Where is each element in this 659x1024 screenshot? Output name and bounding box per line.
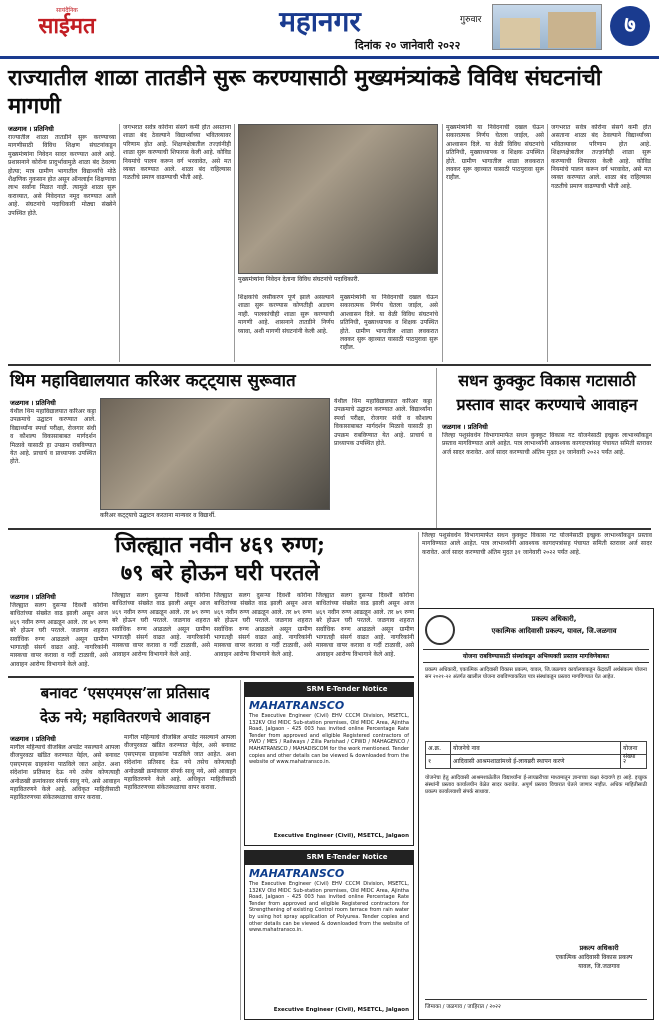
section-rule — [8, 364, 651, 366]
story4-column-4: जिल्ह्यात सलग दुसऱ्या दिवशी कोरोना बाधितांच्या संख्येत वाढ झाली असून आज ४६९ नवीन रुग्ण आढळून आले. तर ७९ रुग्ण बरे होऊन घरी परतले. जळगाव शहरात सर्वाधिक रुग्ण आढळले असून ग्रामीण भागातही संसर्ग वाढत आहे. नागरिकांनी मास्कचा वापर करावा व गर्दी टाळावी, असे आवाहन आरोग्य विभागाने केले आहे. — [316, 592, 414, 658]
logo-tagline: सायंदैनिक — [56, 7, 78, 14]
story5-column-1: मागील महिन्याचे वीजबिल अपडेट नसल्याने आपला वीजपुरवठा खंडित करण्यात येईल, असे बनावट एसएमएस ग्राहकांना पाठविले जात आहेत. अशा संदेशांना प्रतिसाद देऊ नये तसेच कोणत्याही अनोळखी क्रमांकावर संपर्क साधू नये, असे आवाहन महावितरणने केले आहे. अधिकृत माहितीसाठी महावितरणच्या संकेतस्थळाचा वापर करावा. — [10, 744, 120, 802]
notice-signature-org: एकात्मिक आदिवासी विकास प्रकल्प — [555, 954, 633, 961]
story1-column-3b: मुख्यमंत्र्यांनी या निवेदनाची दखल घेऊन सकारात्मक निर्णय घेतला जाईल, असे आश्वासन दिले. या वेळी विविध संघटनांचे प्रतिनिधी, मुख्याध्यापक व शिक्षक उपस्थित होते. ग्रामीण भागातील शाळा लवकरात लवकर सुरू व्हाव्यात यासाठी पाठपुरावा सुरू राहील. — [340, 294, 438, 352]
notice-signature-place: यावल, जि.जळगाव — [578, 963, 620, 970]
notice-org-line2: एकात्मिक आदिवासी प्रकल्प, यावल, जि.जळगाव — [491, 627, 617, 635]
page-number: ७ — [610, 6, 650, 46]
section-rule — [8, 676, 414, 678]
story5-column-2: मागील महिन्याचे वीजबिल अपडेट नसल्याने आपला वीजपुरवठा खंडित करण्यात येईल, असे बनावट एसएमएस ग्राहकांना पाठविले जात आहेत. अशा संदेशांना प्रतिसाद देऊ नये तसेच कोणत्याही अनोळखी क्रमांकावर संपर्क साधू नये, असे आवाहन महावितरणने केले आहे. अधिकृत माहितीसाठी महावितरणच्या संकेतस्थळाचा वापर करावा. — [124, 734, 236, 792]
story3-body: जिल्हा पशुसंवर्धन विभागामार्फत सधन कुक्कुट विकास गट योजनेसाठी इच्छुक लाभार्थ्यांकडून प्रस्ताव मागविण्यात आले आहेत. पात्र लाभार्थ्यांनी आवश्यक कागदपत्रांसह पंचायत समिती स्तरावर अर्ज सादर करावेत. अर्ज सादर करण्याची अंतिम मुदत ३१ जानेवारी २०२२ पर्यंत आहे. — [442, 432, 652, 456]
story2-photo-caption: करिअर कट्ट्याचे उद्घाटन करताना मान्यवर व विद्यार्थी. — [100, 512, 216, 519]
story4-column-1: जिल्ह्यात सलग दुसऱ्या दिवशी कोरोना बाधितांच्या संख्येत वाढ झाली असून आज ४६९ नवीन रुग्ण आढळून आले. तर ७९ रुग्ण बरे होऊन घरी परतले. जळगाव शहरात सर्वाधिक रुग्ण आढळले असून ग्रामीण भागातही संसर्ग वाढत आहे. नागरिकांनी मास्कचा वापर करावा व गर्दी टाळावी, असे आवाहन आरोग्य विभागाने केले आहे. — [10, 602, 108, 668]
table-cell: आदिवासी आश्रमशाळांमध्ये ई-लायब्ररी स्थापन करणे — [450, 755, 620, 768]
notice-footer: जिमाका / जळगाव / जाहिरात / २०२२ — [425, 999, 647, 1010]
column-divider — [436, 368, 437, 528]
story1-column-5: जगभरात सर्वत्र कोरोना संसर्ग कमी होत असताना शाळा बंद ठेवल्याने विद्यार्थ्यांच्या भवितव्यावर परिणाम होत आहे. शिक्षणक्षेत्रातील तज्ज्ञांनीही शाळा सुरू करण्याची शिफारस केली आहे. कोविड नियमांचे पालन करून वर्ग भरवावेत, असे मत व्यक्त करण्यात आले. शाळा बंद राहिल्यास गळतीचे प्रमाण वाढण्याची भीती आहे. — [551, 124, 651, 190]
table-header-cell: योजनेचे नाव — [450, 742, 620, 754]
column-divider — [119, 124, 120, 362]
newspaper-logo — [8, 6, 126, 50]
mahatransco-logo: MAHATRANSCO — [249, 867, 345, 880]
issue-day: गुरुवार — [460, 15, 482, 25]
table-cell: २ — [620, 755, 648, 768]
story1-photo — [238, 124, 438, 274]
story1-column-3: शिक्षकांचे लसीकरण पूर्ण झाले असल्याने शाळा सुरू करण्यास कोणतीही अडचण नाही. पालकांचीही शाळा सुरू करण्याची मागणी आहे. शासनाने तातडीने निर्णय घ्यावा, अशी मागणी संघटनांनी केली आहे. — [238, 294, 334, 335]
issue-date: दिनांक २० जानेवारी २०२२ — [355, 39, 461, 52]
tender-notice-2 — [244, 850, 414, 1020]
story4-column-2: जिल्ह्यात सलग दुसऱ्या दिवशी कोरोना बाधितांच्या संख्येत वाढ झाली असून आज ४६९ नवीन रुग्ण आढळून आले. तर ७९ रुग्ण बरे होऊन घरी परतले. जळगाव शहरात सर्वाधिक रुग्ण आढळले असून ग्रामीण भागातही संसर्ग वाढत आहे. नागरिकांनी मास्कचा वापर करावा व गर्दी टाळावी, असे आवाहन आरोग्य विभागाने केले आहे. — [112, 592, 210, 658]
table-header-cell: योजना संख्या — [620, 742, 648, 754]
building-shape — [548, 12, 596, 48]
story2-photo — [100, 398, 330, 510]
notice-subtitle: योजना राबविण्यासाठी संस्थांकडून अभिव्यक्ती प्रस्ताव मागविणेबाबत — [423, 649, 649, 663]
story1-headline: राज्यातील शाळा तातडीने सुरू करण्यासाठी मुख्यमंत्र्यांकडे विविध संघटनांची मागणी — [8, 65, 602, 119]
tender-title: SRM E-Tender Notice — [306, 685, 388, 693]
building-shape — [500, 18, 540, 48]
masthead — [0, 0, 659, 58]
column-divider — [234, 124, 235, 362]
notice-org-line1: प्रकल्प अधिकारी, — [531, 615, 577, 623]
story2-byline: जळगाव । प्रतिनिधी — [10, 399, 56, 407]
story1-byline: जळगाव । प्रतिनिधी — [8, 125, 54, 133]
tender-body: The Executive Engineer (Civil) EHV CCCM Division, MSETCL, 132KV Old MIDC Sub-station premises, Old MIDC Area, Ajintha Road, Jalgaon - 425 003 has invited online Percentage Rate Tender from approved and eligible Registered contractors for Strengthening of existing Control room terrace from rain water by using hot spray application of Polyurea. Tender copies and other details can be viewed & downloaded from the website of www.mahatransco.in. — [249, 881, 409, 934]
story1-column-2: जगभरात सर्वत्र कोरोना संसर्ग कमी होत असताना शाळा बंद ठेवल्याने विद्यार्थ्यांच्या भवितव्यावर परिणाम होत आहे. शिक्षणक्षेत्रातील तज्ज्ञांनीही शाळा सुरू करण्याची शिफारस केली आहे. कोविड नियमांचे पालन करून वर्ग भरवावेत, असे मत व्यक्त करण्यात आले. शाळा बंद राहिल्यास गळतीचे प्रमाण वाढण्याची भीती आहे. — [123, 124, 231, 182]
section-rule — [8, 528, 651, 530]
story4-headline-line1: जिल्ह्यात नवीन ४६९ रुग्ण; — [114, 532, 326, 558]
notice-table-row — [425, 755, 647, 769]
tender-signature: Executive Engineer (Civil), MSETCL, Jalgaon — [273, 833, 409, 839]
column-divider — [547, 124, 548, 362]
mahatransco-logo: MAHATRANSCO — [249, 699, 345, 712]
government-seal-icon — [425, 615, 455, 645]
story5-headline-line1: बनावट ‘एसएमएस’ला प्रतिसाद — [40, 684, 210, 702]
notice-body: प्रकल्प अधिकारी, एकात्मिक आदिवासी विकास प्रकल्प, यावल, जि.जळगाव कार्यालयाकडून केंद्रवर्ती अर्थसंकल्प योजना सन २०२१-२२ अंतर्गत खालील योजना राबविण्याकरिता पात्र संस्थांकडून प्रस्ताव मागविण्यात येत आहेत. — [425, 667, 647, 680]
story2-headline: थिम महाविद्यालयात करिअर कट्ट्यास सुरूवात — [10, 371, 296, 391]
story4-headline-line2: ७९ बरे होऊन घरी परतले — [120, 560, 320, 586]
tender-signature: Executive Engineer (Civil), MSETCL, Jalgaon — [273, 1007, 409, 1013]
story3-byline: जळगाव । प्रतिनिधी — [442, 423, 488, 431]
notice-table-header — [425, 741, 647, 760]
table-cell: १ — [428, 758, 432, 765]
masthead-divider — [0, 56, 659, 59]
table-header-cell: अ.क्र. — [428, 745, 442, 752]
story4-byline: जळगाव । प्रतिनिधी — [10, 593, 56, 601]
tender-title: SRM E-Tender Notice — [306, 853, 388, 861]
tender-notice-1 — [244, 682, 414, 846]
story4-column-3: जिल्ह्यात सलग दुसऱ्या दिवशी कोरोना बाधितांच्या संख्येत वाढ झाली असून आज ४६९ नवीन रुग्ण आढळून आले. तर ७९ रुग्ण बरे होऊन घरी परतले. जळगाव शहरात सर्वाधिक रुग्ण आढळले असून ग्रामीण भागातही संसर्ग वाढत आहे. नागरिकांनी मास्कचा वापर करावा व गर्दी टाळावी, असे आवाहन आरोग्य विभागाने केले आहे. — [214, 592, 312, 658]
tender-body: The Executive Engineer (Civil) EHV CCCM Division, MSETCL, 132KV Old MIDC Sub-station premises, Old MIDC Area, Ajintha Road, Jalgaon - 425 003 has invited online Percentage Rate Tender from approved and eligible Registered contractors of PWD / MES / Railways / Zilla Parishad / CPWD / MAHAGENCO / MAHATRANSCO / MAHADISCOM for the work mentioned. Tender copies and other details can be viewed & downloaded from the website of www.mahatransco.in. — [249, 713, 409, 766]
story1-column-4: मुख्यमंत्र्यांनी या निवेदनाची दखल घेऊन सकारात्मक निर्णय घेतला जाईल, असे आश्वासन दिले. या वेळी विविध संघटनांचे प्रतिनिधी, मुख्याध्यापक व शिक्षक उपस्थित होते. ग्रामीण भागातील शाळा लवकरात लवकर सुरू व्हाव्यात यासाठी पाठपुरावा सुरू राहील. — [446, 124, 544, 182]
story1-photo-caption: मुख्यमंत्र्यांना निवेदन देताना विविध संघटनांचे पदाधिकारी. — [238, 276, 360, 283]
story1-column-1: राज्यातील शाळा तातडीने सुरू करण्याच्या मागणीसाठी विविध शिक्षण संघटनांकडून मुख्यमंत्र्यांना निवेदन सादर करण्यात आले आहे. प्रशासनाने कोरोना प्रादुर्भावामुळे शाळा बंद ठेवल्या होत्या; मात्र ग्रामीण भागातील विद्यार्थ्यांचे मोठे शैक्षणिक नुकसान होत असून ऑनलाईन शिक्षणाचा लाभ सर्वांना मिळत नाही. त्यामुळे शाळा सुरू कराव्यात, असे निवेदनात नमूद करण्यात आले आहे. संघटनांचे पदाधिकारी मोठ्या संख्येने उपस्थित होते. — [8, 134, 116, 217]
column-divider — [442, 124, 443, 362]
notice-body-2: योजनेचा हेतु आदिवासी आश्रमशाळेतील विद्यार्थ्यांना ई-लायब्ररीच्या माध्यमातून ज्ञानाच्या कक्षा रुंदावणे हा आहे. इच्छुक संस्थांनी प्रस्ताव कार्यालयीन वेळेत सादर करावेत. अपूर्ण प्रस्ताव विचारात घेतले जाणार नाहीत. अधिक माहितीसाठी प्रकल्प कार्यालयाशी संपर्क साधावा. — [425, 775, 647, 795]
story5-byline: जळगाव । प्रतिनिधी — [10, 735, 56, 743]
story2-body: येथील थिम महाविद्यालयात करिअर कट्टा उपक्रमाचे उद्घाटन करण्यात आले. विद्यार्थ्यांना स्पर्धा परीक्षा, रोजगार संधी व कौशल्य विकासाबाबत मार्गदर्शन मिळावे यासाठी हा उपक्रम राबविण्यात येत आहे. प्राचार्य व प्राध्यापक उपस्थित होते. — [10, 408, 96, 466]
story5-headline-line2: देऊ नये; महावितरणचे आवाहन — [40, 708, 210, 726]
story3-continued: जिल्हा पशुसंवर्धन विभागामार्फत सधन कुक्कुट विकास गट योजनेसाठी इच्छुक लाभार्थ्यांकडून प्रस्ताव मागविण्यात आले आहेत. पात्र लाभार्थ्यांनी आवश्यक कागदपत्रांसह पंचायत समिती स्तरावर अर्ज सादर करावेत. अर्ज सादर करण्याची अंतिम मुदत ३१ जानेवारी २०२२ पर्यंत आहे. — [422, 532, 652, 556]
tribal-project-notice — [418, 608, 654, 1020]
story3-headline-line1: सधन कुक्कुट विकास गटासाठी — [458, 371, 636, 390]
notice-signature-title: प्रकल्प अधिकारी — [579, 944, 619, 952]
story2-body-continued: येथील थिम महाविद्यालयात करिअर कट्टा उपक्रमाचे उद्घाटन करण्यात आले. विद्यार्थ्यांना स्पर्धा परीक्षा, रोजगार संधी व कौशल्य विकासाबाबत मार्गदर्शन मिळावे यासाठी हा उपक्रम राबविण्यात येत आहे. प्राचार्य व प्राध्यापक उपस्थित होते. — [334, 398, 432, 448]
column-divider — [240, 680, 241, 1020]
logo-name: साईमत — [38, 13, 96, 39]
story3-headline-line2: प्रस्ताव सादर करण्याचे आवाहन — [456, 395, 638, 414]
section-title: महानगर — [279, 5, 361, 38]
